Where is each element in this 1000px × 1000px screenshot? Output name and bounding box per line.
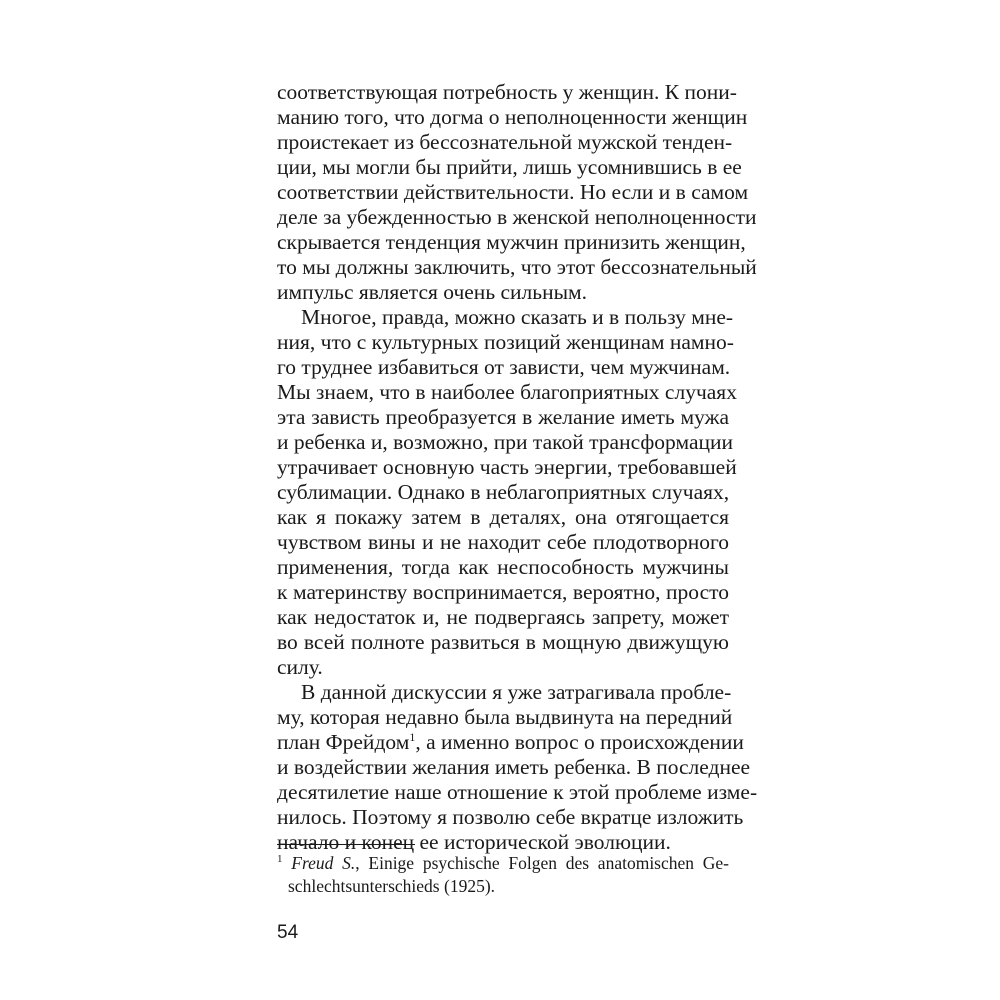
text-line: Мы знаем, что в наиболее благоприятных случаях [277, 380, 737, 404]
text-line: применения, тогда как неспособность мужчины [277, 555, 729, 579]
text-line: к материнству воспринимается, вероятно, просто [277, 580, 729, 604]
text-line: то мы должны заключить, что этот бессознательный [277, 255, 757, 279]
text-line: проистекает из бессознательной мужской тенден- [277, 130, 733, 154]
text-line: нилось. Поэтому я позволю себе вкратце изложить [277, 805, 744, 829]
text-line: скрывается тенденция мужчин принизить женщин, [277, 230, 746, 254]
text-line: Многое, правда, можно сказать и в пользу мне- [301, 305, 734, 329]
text-line: чувством вины и не находит себе плодотворного [277, 530, 729, 554]
text-line: во всей полноте развиться в мощную движущую [277, 630, 729, 654]
text-line: соответствии действительности. Но если и в самом [277, 180, 749, 204]
footnote-line [277, 852, 729, 874]
page-number: 54 [277, 922, 299, 943]
text-line: как я покажу затем в деталях, она отягощается [277, 505, 729, 529]
text-line: и ребенка и, возможно, при такой трансформации [277, 430, 734, 454]
text-fragment: , а именно вопрос о происхождении [415, 730, 744, 754]
footnote-divider [277, 844, 415, 845]
footnote-reference[interactable]: 1 [409, 729, 416, 744]
text-line: как недостаток и, не подвергаясь запрету, может [277, 605, 729, 629]
footnote-author: Freud S. [291, 853, 356, 873]
text-line: утрачивает основную часть энергии, требовавшей [277, 455, 737, 479]
text-line: и воздействии желания иметь ребенка. В последнее [277, 755, 751, 779]
footnote-mark: 1 [277, 853, 283, 866]
text-line: ния, что с культурных позиций женщинам намно- [277, 330, 734, 354]
text-line: сублимации. Однако в неблагоприятных случаях, [277, 480, 730, 504]
footnote-line: schlechtsunterschieds (1925). [288, 876, 496, 896]
text-line: манию того, что догма о неполноценности женщин [277, 105, 748, 129]
text-line: В данной дискуссии я уже затрагивала пробле- [301, 680, 732, 704]
text-line: деле за убежденностью в женской неполноценности [277, 205, 757, 229]
text-line: десятилетие наше отношение к этой проблеме изме- [277, 780, 758, 804]
text-line: ции, мы могли бы прийти, лишь усомнившись в ее [277, 155, 742, 179]
text-fragment: план Фрейдом [277, 730, 410, 754]
text-line: соответствующая потребность у женщин. К пони- [277, 80, 737, 104]
text-line: начало и конец ее исторической эволюции. [277, 830, 671, 854]
text-line: эта зависть преобразуется в желание иметь мужа [277, 405, 729, 429]
text-line [277, 729, 744, 754]
text-line: импульс является очень сильным. [277, 280, 588, 304]
text-line: го труднее избавиться от зависти, чем мужчинам. [277, 355, 731, 379]
text-line: силу. [277, 655, 323, 679]
text-line: му, которая недавно была выдвинута на передний [277, 705, 733, 729]
footnote-text: , Einige psychische Folgen des anatomischen Ge- [355, 853, 730, 873]
